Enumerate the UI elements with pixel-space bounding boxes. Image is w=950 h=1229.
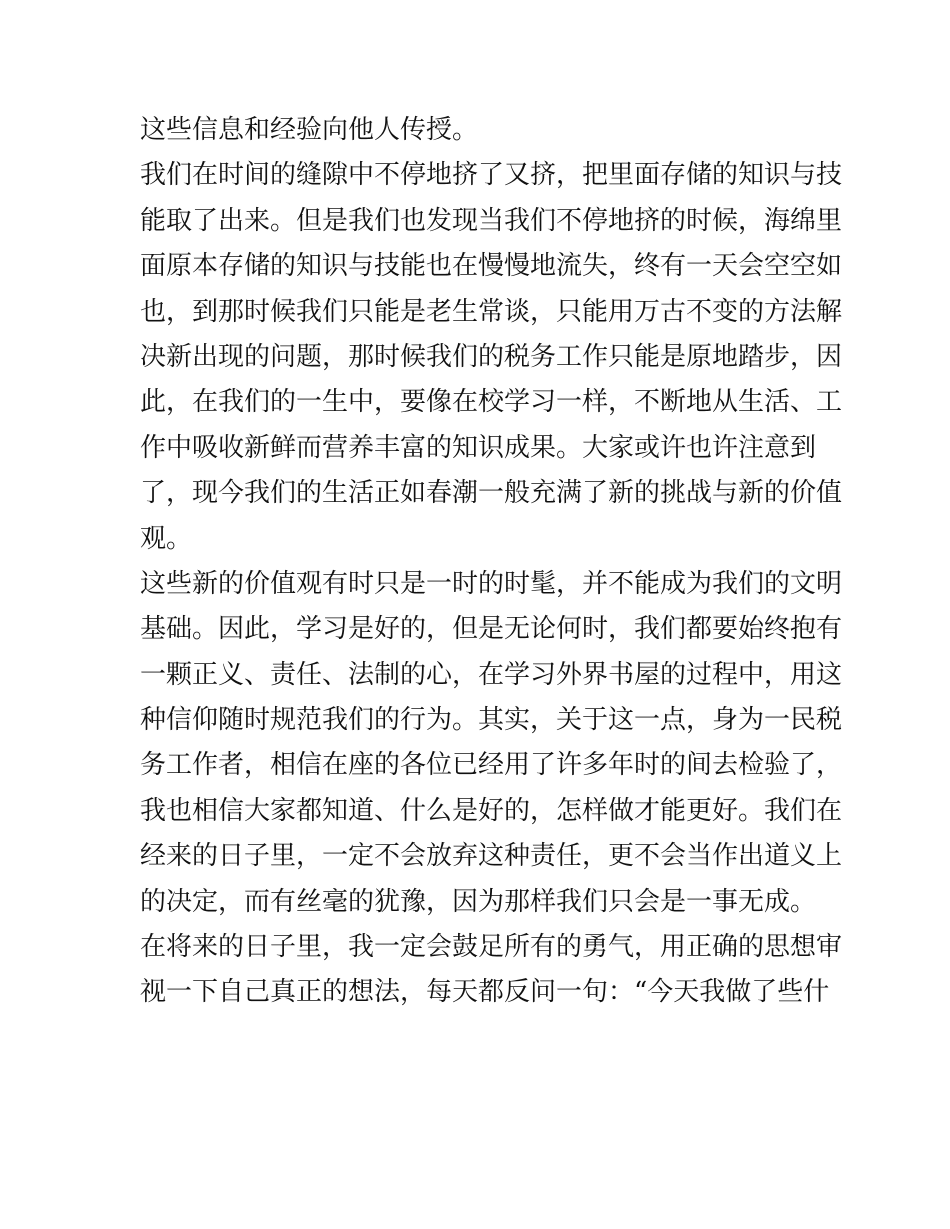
text-line-17: 经来的日子里，一定不会放弃这种责任，更不会当作出道义上	[140, 841, 843, 872]
text-line-7: 此，在我们的一生中，要像在校学习一样，不断地从生活、工	[140, 387, 843, 418]
text-line-6: 决新出现的问题，那时候我们的税务工作只能是原地踏步，因	[140, 341, 843, 372]
text-line-12: 基础。因此，学习是好的，但是无论何时，我们都要始终抱有	[140, 614, 843, 645]
text-line-9: 了，现今我们的生活正如春潮一般充满了新的挑战与新的价值	[140, 478, 843, 509]
text-line-3: 能取了出来。但是我们也发现当我们不停地挤的时候，海绵里	[140, 205, 843, 236]
text-line-11: 这些新的价值观有时只是一时的时髦，并不能成为我们的文明	[140, 568, 843, 599]
text-line-14: 种信仰随时规范我们的行为。其实，关于这一点，身为一民税	[140, 705, 843, 736]
body-text	[140, 108, 843, 1016]
text-line-16: 我也相信大家都知道、什么是好的，怎样做才能更好。我们在	[140, 795, 843, 826]
text-line-5: 也，到那时候我们只能是老生常谈，只能用万古不变的方法解	[140, 296, 843, 327]
text-line-15: 务工作者，相信在座的各位已经用了许多年时的间去检验了，	[140, 750, 843, 781]
text-line-4: 面原本存储的知识与技能也在慢慢地流失，终有一天会空空如	[140, 251, 843, 282]
text-line-20: 视一下自己真正的想法，每天都反问一句：“今天我做了些什	[140, 977, 830, 1008]
text-line-19: 在将来的日子里，我一定会鼓足所有的勇气，用正确的思想审	[140, 932, 843, 963]
text-line-18: 的决定，而有丝毫的犹豫，因为那样我们只会是一事无成。	[140, 886, 817, 917]
text-line-10: 观。	[140, 523, 193, 554]
text-line-1: 这些信息和经验向他人传授。	[140, 115, 479, 145]
text-line-8: 作中吸收新鲜而营养丰富的知识成果。大家或许也许注意到	[140, 432, 817, 463]
text-line-2: 我们在时间的缝隙中不停地挤了又挤，把里面存储的知识与技	[140, 160, 843, 191]
text-line-13: 一颗正义、责任、法制的心，在学习外界书屋的过程中，用这	[140, 659, 843, 690]
